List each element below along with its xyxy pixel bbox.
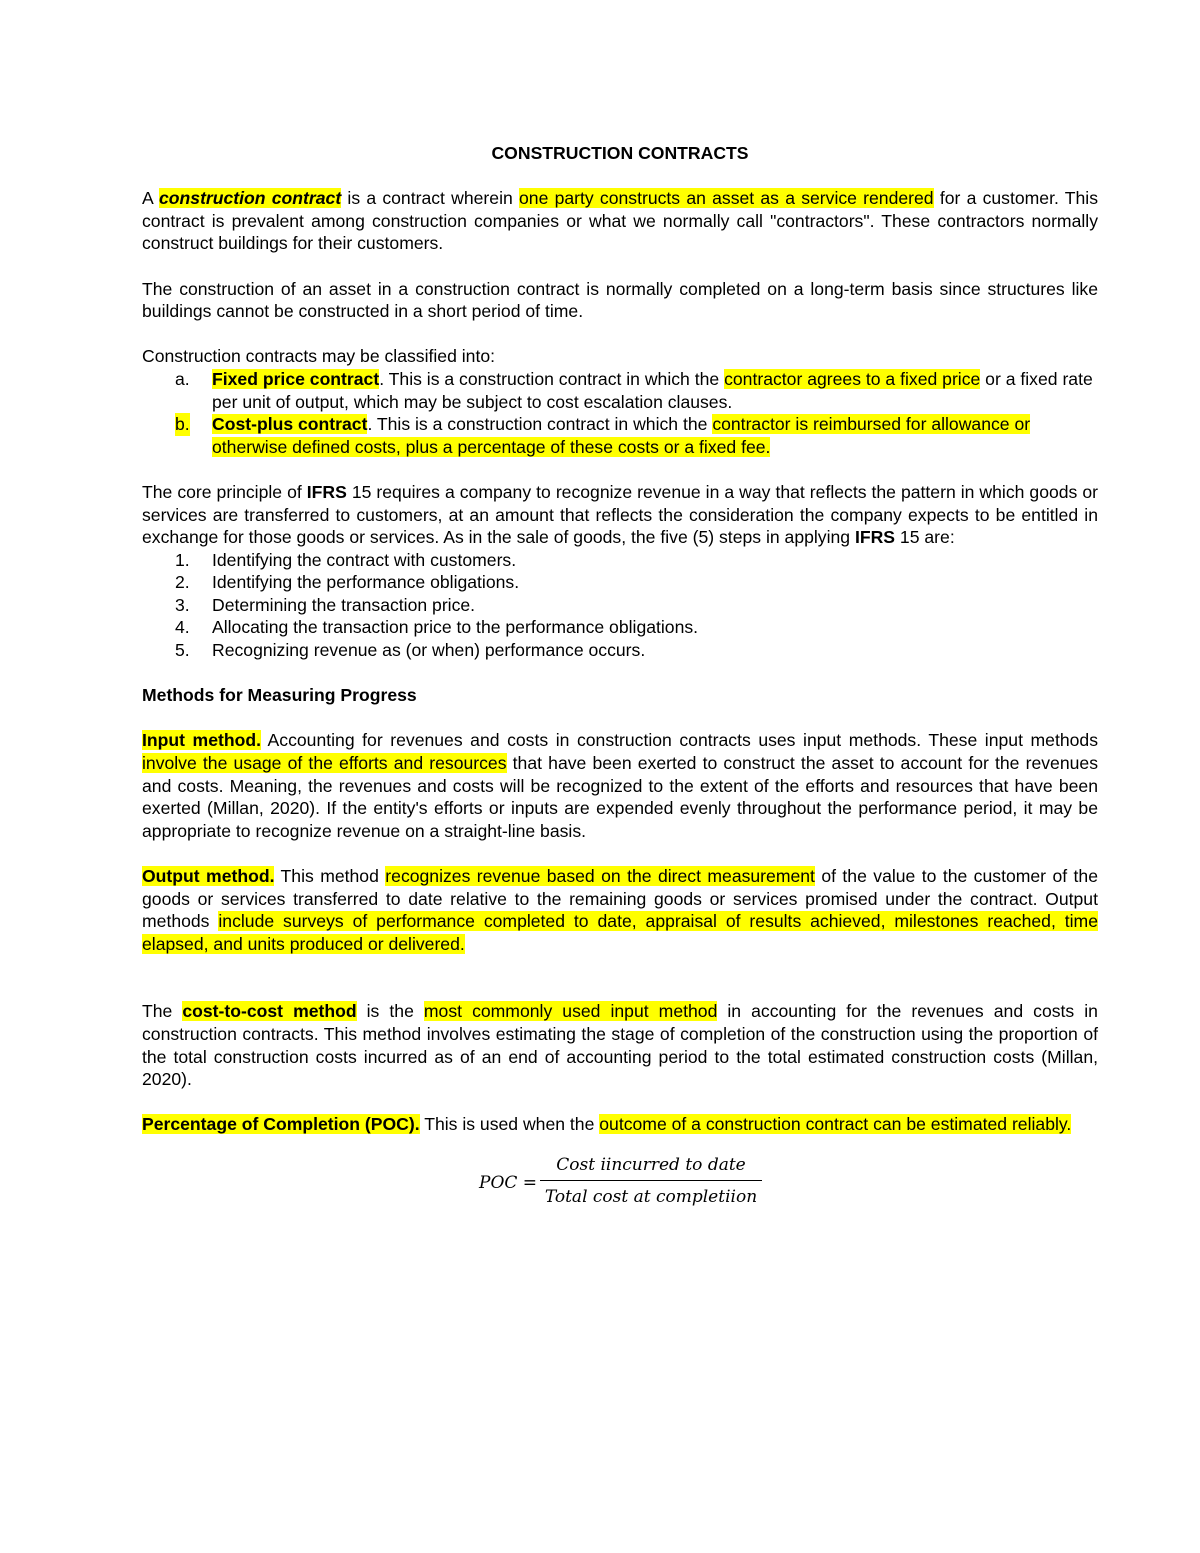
highlight-fixed-price: contractor agrees to a fixed price	[724, 368, 981, 389]
highlight-service-rendered: one party constructs an asset as a service rendered	[519, 188, 934, 209]
input-method-term: Input method.	[142, 730, 261, 751]
output-method-term: Output method.	[142, 866, 275, 886]
list-item-fixed-price: a. Fixed price contract. This is a construction contract in which the contractor agrees to a fixed price or a fixed rate per unit of output, which may be subject to cost escalation clauses.	[175, 368, 1093, 412]
document-body	[142, 142, 1098, 1212]
cost-to-cost-paragraph: The cost-to-cost method is the most commonly used input method in accounting for the revenues and costs in construction contracts. This method involves estimating the stage of completion of the construction using the proportion of the total construction costs incurred as of an end of accounting period to the total estimated construction costs (Millan, 2020).	[142, 1001, 1098, 1090]
list-item: 1. Identifying the contract with customers.	[175, 549, 517, 570]
fraction-bar	[540, 1180, 762, 1181]
ifrs-term: IFRS	[306, 481, 347, 502]
poc-formula	[142, 1152, 1098, 1212]
highlight-common-input-method: most commonly used input method	[423, 1001, 718, 1022]
highlight-output-examples: include surveys of performance completed to date, appraisal of results achieved, milestones reached, time elapsed, and units produced or delivered.	[142, 911, 1098, 954]
ifrs-term: IFRS	[854, 527, 896, 548]
cost-plus-term: Cost-plus contract	[212, 414, 368, 435]
construction-contract-term: construction contract	[159, 188, 342, 209]
fixed-price-term: Fixed price contract	[212, 368, 380, 389]
document-title: CONSTRUCTION CONTRACTS	[491, 143, 749, 163]
formula-denominator: Total cost at completiion	[544, 1186, 758, 1207]
poc-paragraph: Percentage of Completion (POC). This is used when the outcome of a construction contract can be estimated reliably.	[142, 1114, 1072, 1135]
input-method-paragraph: Input method. Accounting for revenues and costs in construction contracts uses input methods. These input methods involve the usage of the efforts and resources that have been exerted to construct the asset to account for the revenues and costs. Meaning, the revenues and costs will be recognized to the extent of the efforts and resources that have been exerted (Millan, 2020). If the entity's efforts or inputs are expended evenly throughout the performance period, it may be appropriate to recognize revenue on a straight-line basis.	[142, 730, 1098, 841]
formula-numerator: Cost iincurred to date	[556, 1154, 746, 1175]
highlight-efforts-resources: involve the usage of the efforts and resources	[142, 753, 507, 774]
list-item: 5. Recognizing revenue as (or when) performance occurs.	[175, 640, 646, 661]
list-item: 4. Allocating the transaction price to the performance obligations.	[175, 617, 699, 638]
formula-lhs: POC =	[479, 1172, 538, 1193]
list-item: 2. Identifying the performance obligations.	[175, 572, 520, 593]
cost-to-cost-term: cost-to-cost method	[182, 1001, 357, 1022]
output-method-paragraph: Output method. This method recognizes revenue based on the direct measurement of the value to the customer of the goods or services transferred to date relative to the remaining goods or services promised under the contract. Output methods include surveys of performance completed to date, appraisal of results achieved, milestones reached, time elapsed, and units produced or delivered.	[142, 866, 1098, 954]
list-item: 3. Determining the transaction price.	[175, 594, 476, 615]
highlight-direct-measurement: recognizes revenue based on the direct measurement	[385, 866, 815, 886]
list-item-cost-plus: b. Cost-plus contract. This is a construction contract in which the contractor is reimbursed for allowance or otherwise defined costs, plus a percentage of these costs or a fixed fee.	[175, 414, 1031, 457]
ifrs-paragraph: The core principle of IFRS 15 requires a company to recognize revenue in a way that reflects the pattern in which goods or services are transferred to customers, at an amount that reflects the consideration the company expects to be entitled in exchange for those goods or services. As in the sale of goods, the five (5) steps in applying IFRS 15 are:	[142, 481, 1098, 548]
poc-term: Percentage of Completion (POC).	[142, 1114, 420, 1135]
formula-fraction	[540, 1152, 762, 1210]
list-marker: b.	[175, 414, 190, 435]
list-marker: a.	[175, 368, 190, 389]
highlight-reimbursed: contractor is reimbursed for allowance or otherwise defined costs, plus a percentage of these costs or a fixed fee.	[212, 414, 1031, 457]
intro-paragraph-1: A construction contract is a contract wherein one party constructs an asset as a service rendered for a customer. This contract is prevalent among construction companies or what we normally call "contractors". These contractors normally construct buildings for their customers.	[142, 188, 1098, 254]
ifrs-steps-list	[142, 549, 1098, 662]
classification-lead: Construction contracts may be classified into:	[142, 346, 496, 367]
intro-paragraph-2: The construction of an asset in a construction contract is normally completed on a long-term basis since structures like buildings cannot be constructed in a short period of time.	[142, 278, 1098, 322]
highlight-estimated-reliably: outcome of a construction contract can be estimated reliably.	[599, 1114, 1072, 1135]
contract-types-list	[142, 368, 1098, 458]
section-heading-methods: Methods for Measuring Progress	[142, 685, 417, 706]
